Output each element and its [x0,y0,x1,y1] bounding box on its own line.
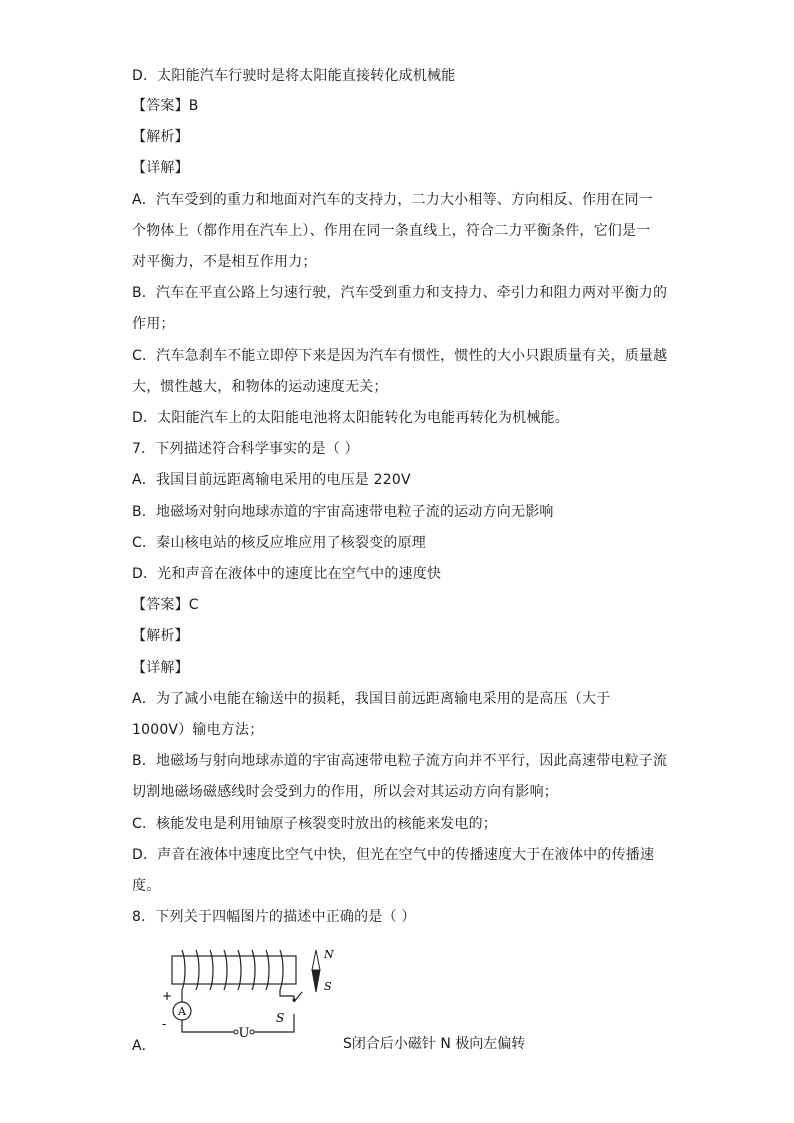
text-line: 作用； [132,316,175,332]
detail-heading: 【详解】 [132,160,189,176]
needle-north-end [312,950,320,970]
supply-terminal [250,1030,254,1034]
question-8-stem: 8．下列关于四幅图片的描述中正确的是（ ） [132,909,416,925]
south-label: S [324,980,332,993]
text-line: 大，惯性越大，和物体的运动速度无关； [132,379,388,395]
detail-heading: 【详解】 [132,660,189,676]
question-7-stem: 7．下列描述符合科学事实的是（ ） [132,441,359,457]
answer-line: 【答案】C [132,597,199,613]
analysis-heading: 【解析】 [132,628,189,644]
answer-line: 【答案】B [132,98,199,114]
text-line: D．声音在液体中速度比空气中快，但光在空气中的传播速度大于在液体中的传播速 [132,847,655,863]
option-a: A．我国目前远距离输电采用的电压是 220V [132,472,411,488]
text-line: 对平衡力，不是相互作用力； [132,254,317,270]
analysis-heading: 【解析】 [132,129,189,145]
text-line: 个物体上（都作用在汽车上）、作用在同一条直线上，符合二力平衡条件，它们是一 [132,223,651,239]
text-line: D．太阳能汽车上的太阳能电池将太阳能转化为电能再转化为机械能。 [132,410,569,426]
text-line: 度。 [132,878,161,894]
text-line: B．汽车在平直公路上匀速行驶，汽车受到重力和支持力、牵引力和阻力两对平衡力的 [132,285,668,301]
supply-label: U [238,1026,250,1041]
switch-label: S [276,1011,285,1025]
option-c: C．秦山核电站的核反应堆应用了核裂变的原理 [132,535,426,551]
text-line: A．为了减小电能在输送中的损耗，我国目前远距离输电采用的是高压（大于 [132,691,611,707]
ammeter-label: A [178,1005,186,1018]
figure-caption: S闭合后小磁针 N 极向左偏转 [343,1036,526,1052]
text-line: B．地磁场与射向地球赤道的宇宙高速带电粒子流方向并不平行，因此高速带电粒子流 [132,753,668,769]
supply-terminal [234,1030,238,1034]
needle-south-end [312,970,320,992]
figure-option-label: A． [132,1038,156,1054]
text-line: A．汽车受到的重力和地面对汽车的支持力，二力大小相等、方向相反、作用在同一 [132,192,653,208]
solenoid-circuit-diagram [156,944,346,1044]
option-d: D．光和声音在液体中的速度比在空气中的速度快 [132,566,442,582]
switch-contact [292,998,295,1001]
text-line: 切割地磁场磁感线时会受到力的作用，所以会对其运动方向有影响； [132,784,558,800]
text-line: C．汽车急刹车不能立即停下来是因为汽车有惯性，惯性的大小只跟质量有关，质量越 [132,348,668,364]
solenoid-core [172,956,296,984]
plus-sign: + [162,989,173,1003]
minus-sign: - [162,1017,167,1031]
north-label: N [324,948,334,961]
option-b: B．地磁场对射向地球赤道的宇宙高速带电粒子流的运动方向无影响 [132,504,554,520]
text-line: D．太阳能汽车行驶时是将太阳能直接转化成机械能 [132,68,456,84]
text-line: C．核能发电是利用铀原子核裂变时放出的核能来发电的； [132,816,497,832]
text-line: 1000V）输电方法； [132,722,264,738]
